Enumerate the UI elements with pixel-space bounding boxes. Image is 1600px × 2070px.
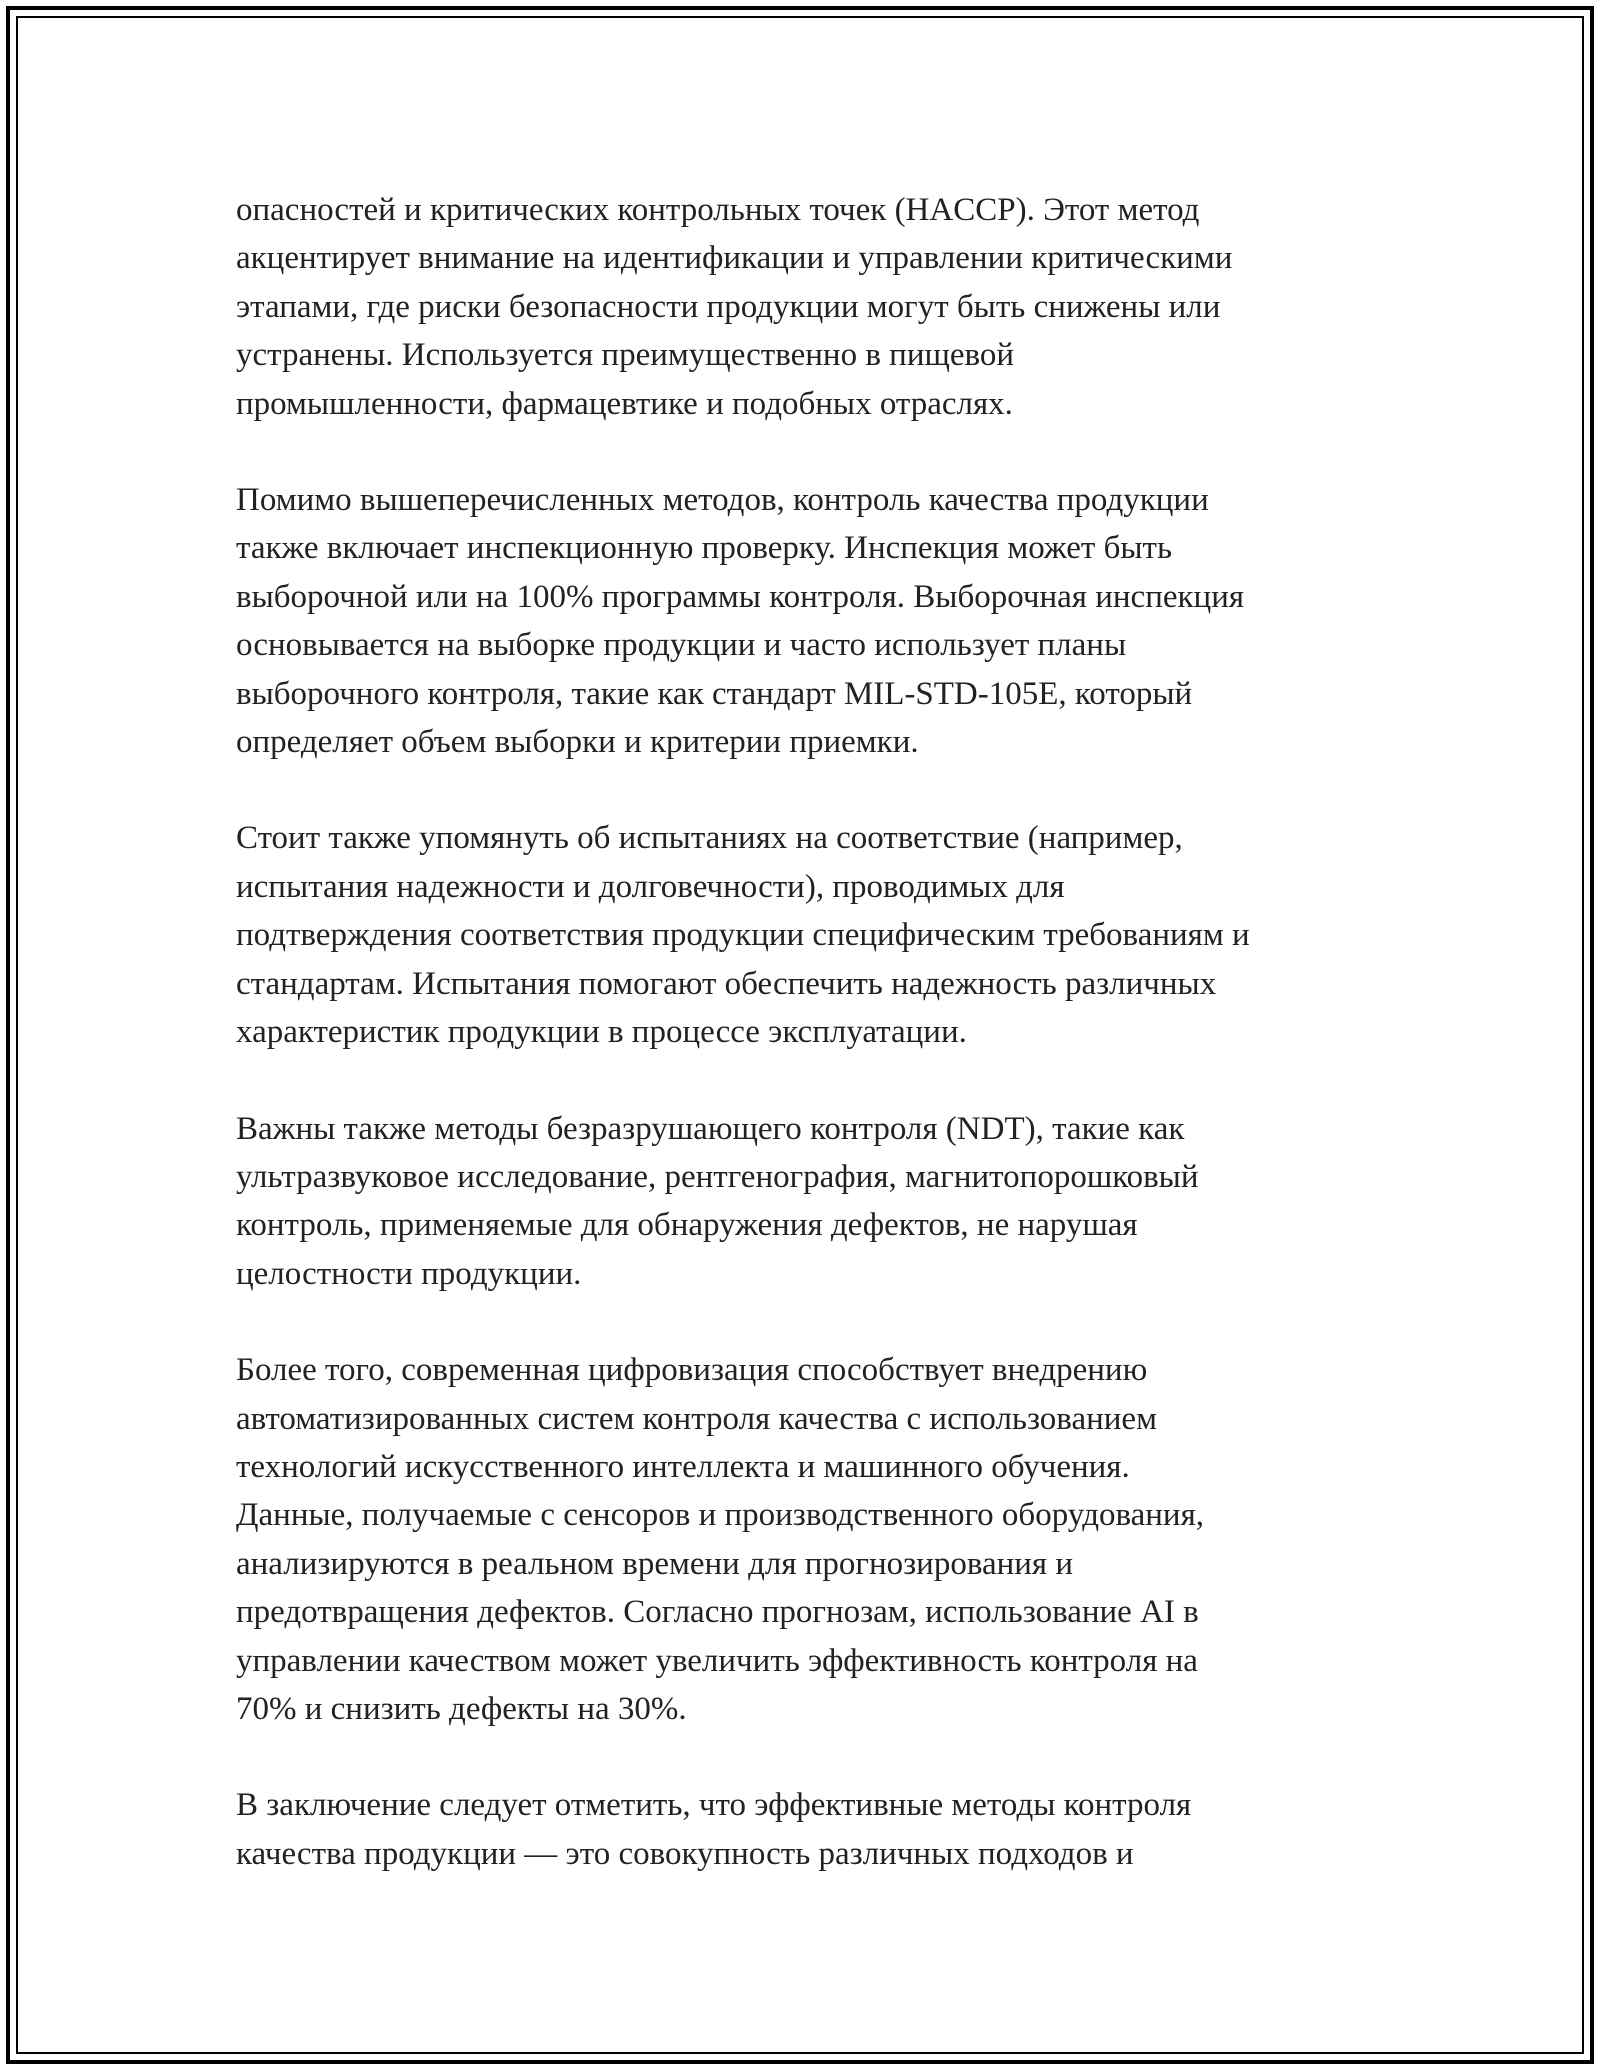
- text-line: выборочного контроля, такие как стандарт MIL-STD-105E, который: [236, 675, 1193, 712]
- text-line: анализируются в реальном времени для прогнозирования и: [236, 1545, 1074, 1582]
- text-line: контроль, применяемые для обнаружения дефектов, не нарушая: [236, 1207, 1138, 1244]
- paragraph-inspection: [236, 476, 1396, 766]
- paragraph-haccp: [236, 186, 1396, 428]
- text-line: опасностей и критических контрольных точек (HACCP). Этот метод: [236, 192, 1200, 228]
- text-line: акцентирует внимание на идентификации и управлении критическими: [236, 240, 1233, 277]
- text-line: этапами, где риски безопасности продукции могут быть снижены или: [236, 288, 1221, 325]
- text-line: ультразвуковое исследование, рентгенография, магнитопорошковый: [236, 1158, 1199, 1195]
- text-line: определяет объем выборки и критерии приемки.: [236, 724, 919, 761]
- paragraph-digitalization: [236, 1346, 1396, 1733]
- text-line: предотвращения дефектов. Согласно прогнозам, использование AI в: [236, 1594, 1199, 1631]
- text-line: Помимо вышеперечисленных методов, контроль качества продукции: [236, 482, 1209, 519]
- text-line: Данные, получаемые с сенсоров и производственного оборудования,: [236, 1497, 1205, 1534]
- text-line: 70% и снизить дефекты на 30%.: [236, 1690, 687, 1727]
- text-line: характеристик продукции в процессе эксплуатации.: [236, 1014, 967, 1051]
- text-line: основывается на выборке продукции и часто использует планы: [236, 627, 1127, 664]
- document-body: [236, 186, 1396, 1926]
- text-line: подтверждения соответствия продукции специфическим требованиям и: [236, 917, 1250, 954]
- text-line: качества продукции — это совокупность различных подходов и: [236, 1835, 1134, 1872]
- paragraph-conformance-testing: [236, 814, 1396, 1056]
- text-line: также включает инспекционную проверку. Инспекция может быть: [236, 530, 1173, 567]
- text-line: испытания надежности и долговечности), проводимых для: [236, 868, 1065, 905]
- text-line: промышленности, фармацевтике и подобных отраслях.: [236, 385, 1013, 422]
- text-line: Важны также методы безразрушающего контроля (NDT), такие как: [236, 1110, 1185, 1147]
- text-line: Более того, современная цифровизация способствует внедрению: [236, 1352, 1148, 1389]
- paragraph-ndt: [236, 1105, 1396, 1299]
- text-line: В заключение следует отметить, что эффективные методы контроля: [236, 1787, 1192, 1824]
- paragraph-conclusion: [236, 1781, 1396, 1878]
- text-line: стандартам. Испытания помогают обеспечить надежность различных: [236, 965, 1217, 1002]
- text-line: устранены. Используется преимущественно в пищевой: [236, 337, 1015, 374]
- text-line: управлении качеством может увеличить эффективность контроля на: [236, 1642, 1198, 1679]
- text-line: целостности продукции.: [236, 1255, 582, 1292]
- text-line: Стоит также упомянуть об испытаниях на соответствие (например,: [236, 820, 1183, 857]
- text-line: автоматизированных систем контроля качества с использованием: [236, 1400, 1157, 1437]
- text-line: выборочной или на 100% программы контроля. Выборочная инспекция: [236, 578, 1245, 615]
- text-line: технологий искусственного интеллекта и машинного обучения.: [236, 1448, 1130, 1485]
